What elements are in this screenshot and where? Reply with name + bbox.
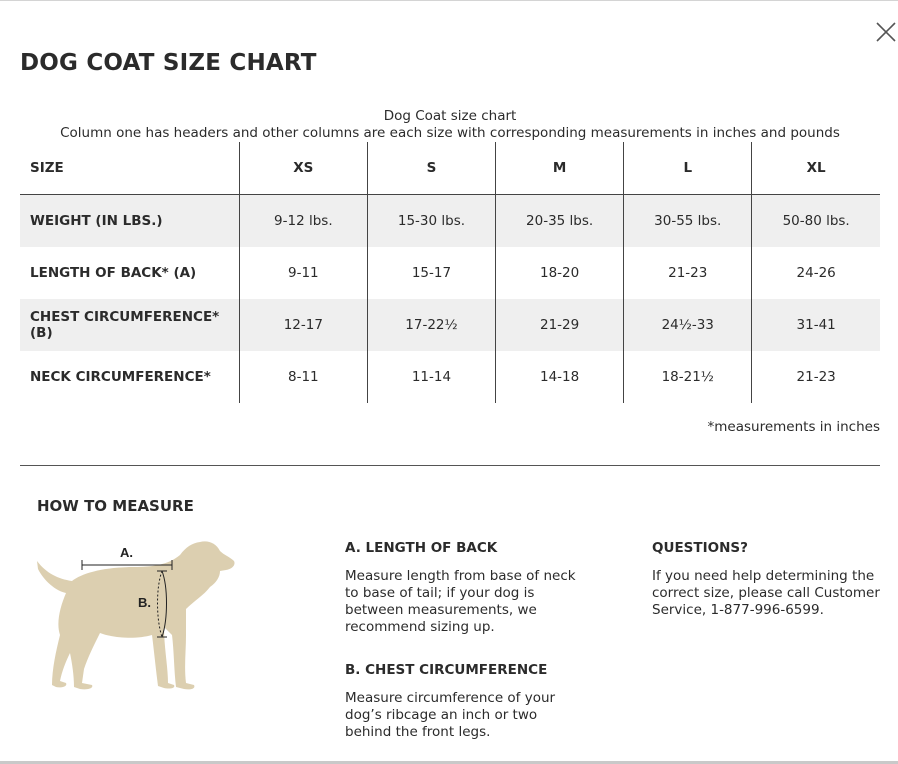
length-of-back-text: Measure length from base of neck to base of tail; if your dog is between measurements, we recommend sizing up. (345, 568, 576, 635)
table-cell: 24½-33 (624, 299, 752, 351)
header-m: M (496, 142, 624, 195)
header-xl: XL (752, 142, 880, 195)
dog-silhouette (37, 541, 235, 689)
label-a: A. (120, 545, 133, 560)
size-chart-table (20, 142, 880, 403)
table-cell: 21-29 (496, 299, 624, 351)
measurements-footnote: *measurements in inches (707, 419, 880, 435)
table-row-weight (20, 195, 880, 248)
table-cell: 20-35 lbs. (496, 195, 624, 248)
table-cell: 24-26 (752, 247, 880, 299)
table-cell: 8-11 (239, 351, 367, 403)
header-xs: XS (239, 142, 367, 195)
table-cell: 21-23 (624, 247, 752, 299)
row-label: NECK CIRCUMFERENCE* (30, 369, 211, 385)
dog-measure-diagram (34, 535, 240, 693)
page-title: DOG COAT SIZE CHART (20, 50, 317, 76)
table-cell: 21-23 (752, 351, 880, 403)
questions-text: If you need help determining the correct size, please call Customer Service, 1-877-996-6599. (652, 568, 880, 618)
header-s: S (367, 142, 495, 195)
table-cell: 12-17 (239, 299, 367, 351)
close-button[interactable] (874, 20, 898, 44)
table-cell: 50-80 lbs. (752, 195, 880, 248)
table-cell: 17-22½ (367, 299, 495, 351)
table-cell: 11-14 (367, 351, 495, 403)
table-cell: 15-17 (367, 247, 495, 299)
header-size: SIZE (20, 142, 239, 195)
table-caption-title: Dog Coat size chart (383, 108, 517, 124)
length-of-back-title: A. LENGTH OF BACK (345, 540, 498, 556)
table-row-neck-circumference (20, 351, 880, 403)
chest-circumference-title: B. CHEST CIRCUMFERENCE (345, 662, 548, 678)
table-caption-description: Column one has headers and other columns are each size with corresponding measurements in inches and pounds (60, 125, 840, 141)
how-to-measure-heading: HOW TO MEASURE (37, 497, 194, 515)
label-b: B. (138, 595, 151, 610)
table-cell: 18-21½ (624, 351, 752, 403)
questions-title: QUESTIONS? (652, 540, 748, 556)
table-row-chest-circumference (20, 299, 880, 351)
close-icon (874, 20, 898, 44)
table-cell: 15-30 lbs. (367, 195, 495, 248)
row-label: LENGTH OF BACK* (A) (30, 265, 197, 281)
top-border (0, 0, 898, 1)
table-cell: 31-41 (752, 299, 880, 351)
table-row-length-of-back (20, 247, 880, 299)
table-cell: 14-18 (496, 351, 624, 403)
table-header-row (20, 142, 880, 195)
chest-circumference-text: Measure circumference of your dog’s ribcage an inch or two behind the front legs. (345, 690, 556, 740)
section-divider (20, 465, 880, 466)
row-label: WEIGHT (IN LBS.) (20, 195, 239, 248)
table-cell: 30-55 lbs. (624, 195, 752, 248)
table-cell: 9-12 lbs. (239, 195, 367, 248)
header-l: L (624, 142, 752, 195)
table-cell: 18-20 (496, 247, 624, 299)
row-label: CHEST CIRCUMFERENCE* (B) (20, 299, 239, 351)
table-cell: 9-11 (239, 247, 367, 299)
